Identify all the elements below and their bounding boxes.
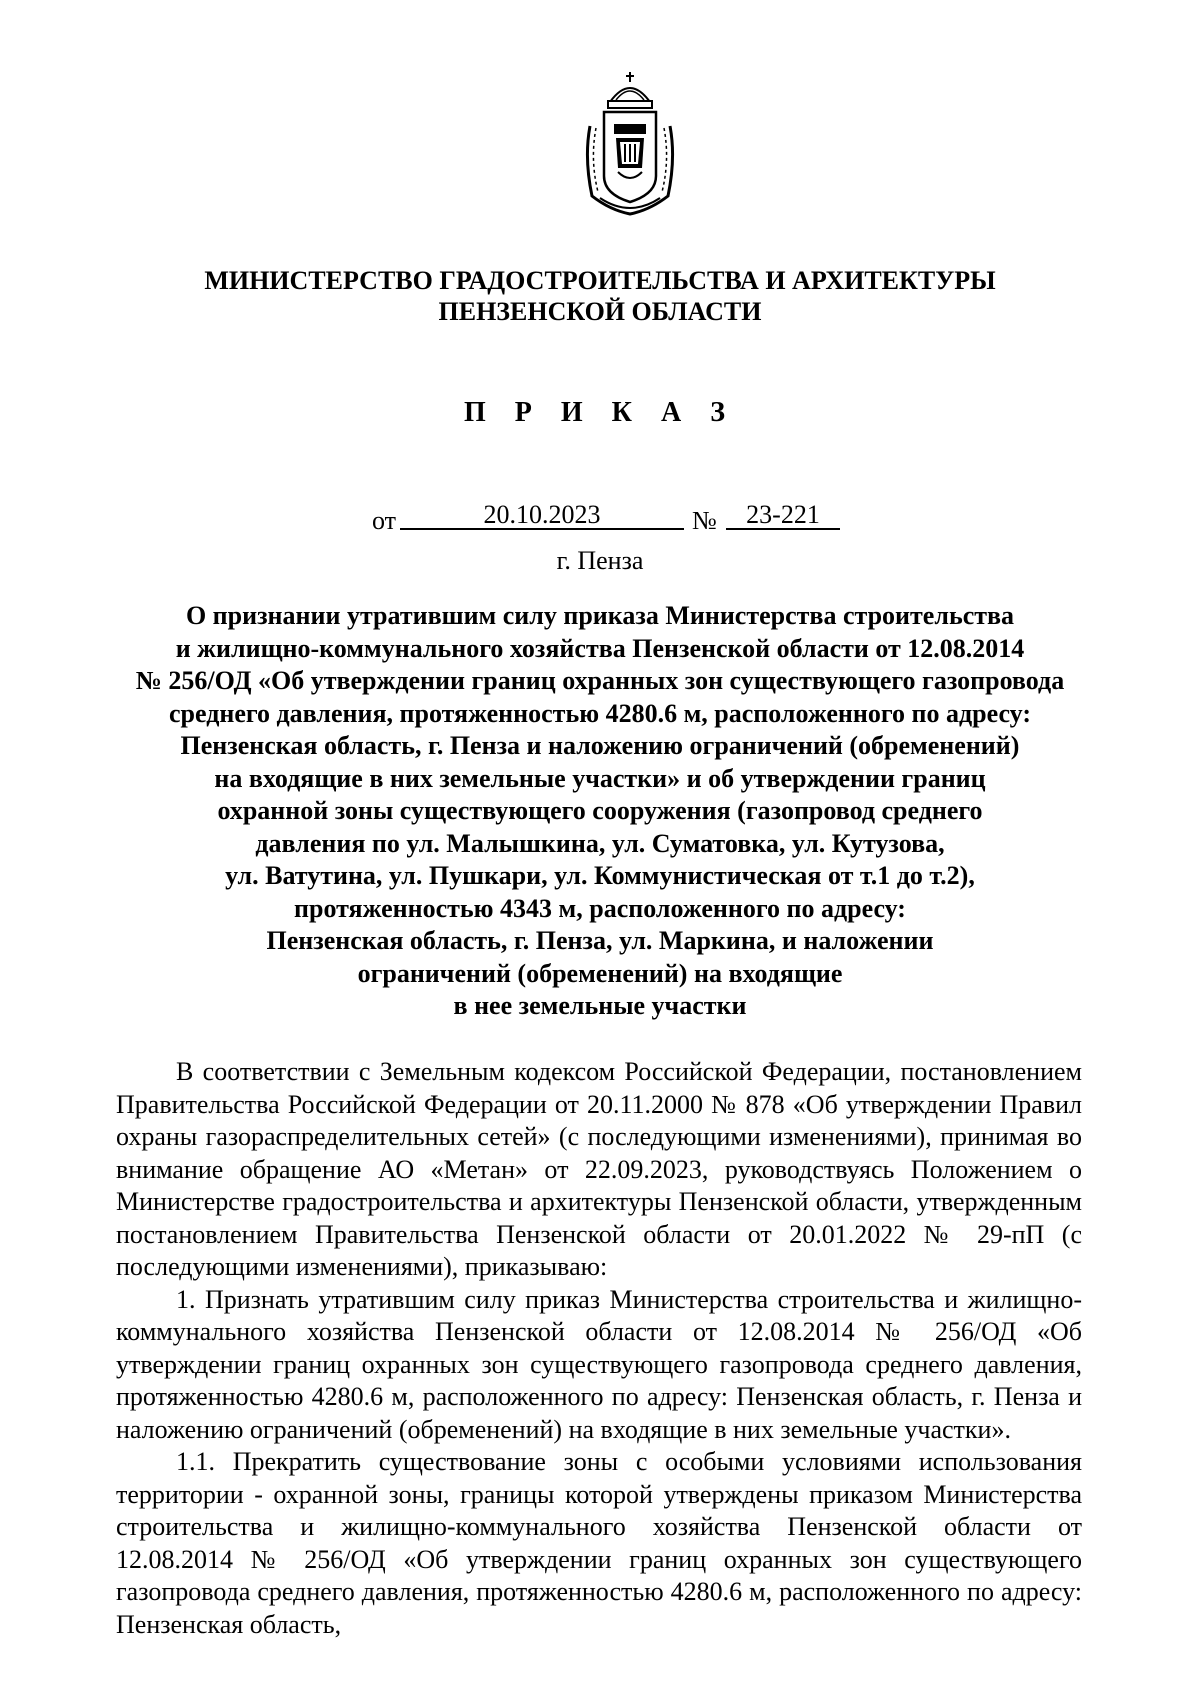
subject-line: и жилищно-коммунального хозяйства Пензенской области от 12.08.2014: [175, 633, 1025, 663]
body-paragraph-item-1-1: 1.1. Прекратить существование зоны с особыми условиями использования территории - охранной зоны, границы которой утверждены приказом Министерства строительства и жилищно-коммунального хозяйства Пензенской области от 12.08.2014 № 256/ОД «Об утверждении границ охранных зон существующего газопровода среднего давления, протяженностью 4280.6 м, расположенного по адресу: Пензенская область,: [116, 1447, 1082, 1639]
body-paragraph-item-1: 1. Признать утратившим силу приказ Министерства строительства и жилищно-коммунального хозяйства Пензенской области от 12.08.2014 № 256/ОД «Об утверждении границ охранных зон существующего газопровода среднего давления, протяженностью 4280.6 м, расположенного по адресу: Пензенская область, г. Пенза и наложению ограничений (обременений) на входящие в них земельные участки».: [116, 1284, 1082, 1444]
coat-of-arms-icon: [570, 68, 690, 218]
ministry-title-line1: МИНИСТЕРСТВО ГРАДОСТРОИТЕЛЬСТВА И АРХИТЕКТУРЫ: [204, 266, 996, 295]
subject-line: охранной зоны существующего сооружения (газопровод среднего: [217, 796, 983, 825]
document-type: П Р И К А З: [464, 397, 736, 428]
subject-line: № 256/ОД «Об утверждении границ охранных зон существующего газопровода: [135, 666, 1065, 695]
number-label: №: [692, 506, 717, 535]
subject-line: давления по ул. Малышкина, ул. Суматовка, ул. Кутузова,: [255, 828, 945, 858]
ministry-title-line2: ПЕНЗЕНСКОЙ ОБЛАСТИ: [438, 297, 762, 326]
subject-line: протяженностью 4343 м, расположенного по адресу:: [294, 893, 906, 923]
subject-line: в нее земельные участки: [453, 991, 747, 1020]
date-underline: [400, 528, 684, 530]
document-date: 20.10.2023: [483, 500, 601, 529]
document-body: [116, 1056, 1082, 1641]
document-city: г. Пенза: [556, 546, 644, 575]
subject-line: Пензенская область, г. Пенза и наложению ограничений (обременений): [180, 731, 1020, 760]
subject-line: Пензенская область, г. Пенза, ул. Маркина, и наложении: [266, 926, 934, 955]
document-subject: [100, 600, 1100, 1023]
date-label: от: [372, 506, 397, 535]
subject-line: среднего давления, протяженностью 4280.6 м, расположенного по адресу:: [169, 698, 1031, 728]
body-paragraph-preamble: В соответствии с Земельным кодексом Российской Федерации, постановлением Правительства Российской Федерации от 20.11.2000 № 878 «Об утверждении Правил охраны газораспределительных сетей» (с последующими изменениями), принимая во внимание обращение АО «Метан» от 22.09.2023, руководствуясь Положением о Министерстве градостроительства и архитектуры Пензенской области, утвержденным постановлением Правительства Пензенской области от 20.01.2022 № 29-пП (с последующими изменениями), приказываю:: [116, 1057, 1082, 1281]
document-number: 23-221: [746, 500, 820, 529]
subject-line: ул. Ватутина, ул. Пушкари, ул. Коммунистическая от т.1 до т.2),: [225, 861, 975, 890]
subject-line: на входящие в них земельные участки» и об утверждении границ: [214, 763, 986, 793]
subject-line: О признании утратившим силу приказа Министерства строительства: [185, 601, 1015, 630]
subject-line: ограничений (обременений) на входящие: [357, 958, 843, 988]
number-underline: [726, 528, 840, 530]
